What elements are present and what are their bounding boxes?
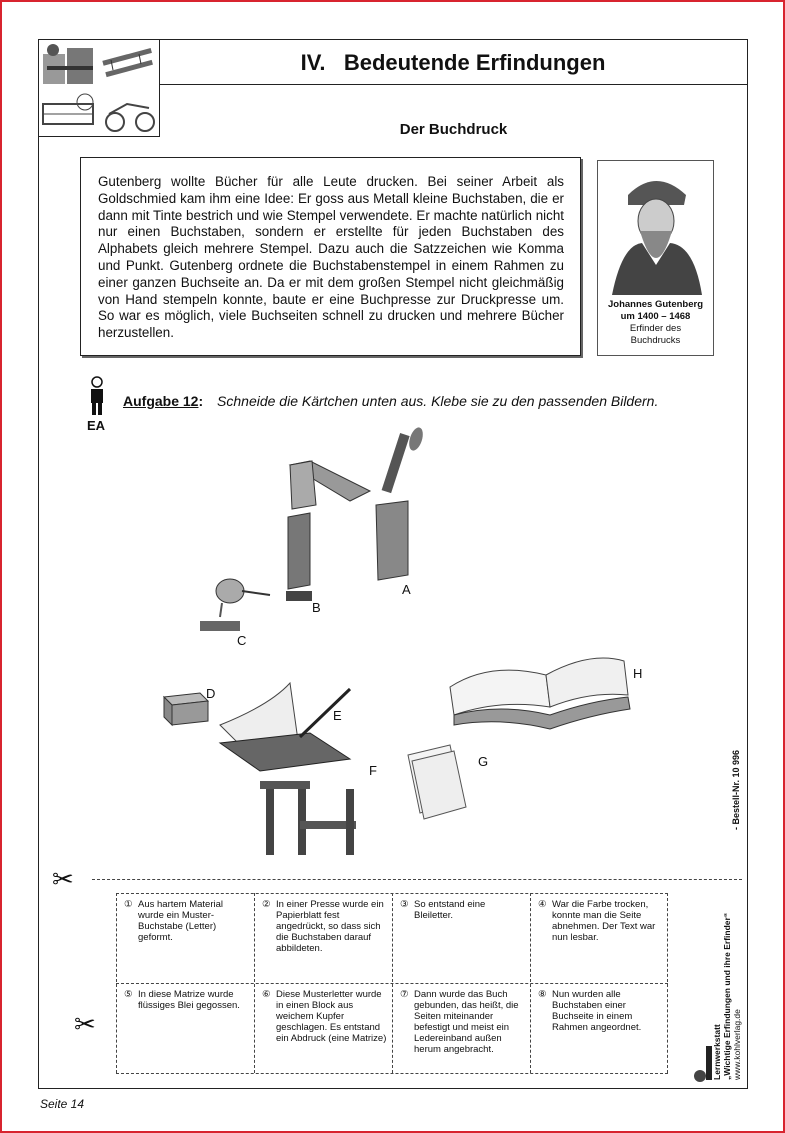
card-4[interactable] [530, 893, 668, 983]
scissors-icon: ✂ [52, 864, 74, 894]
card-number: ⑦ [400, 989, 409, 1000]
printing-steps-illustration [150, 425, 650, 865]
series-name: Lernwerkstatt [712, 1024, 722, 1080]
work-mode-label: EA [87, 418, 106, 433]
portrait-years: um 1400 – 1468 [620, 311, 691, 322]
section-title: Der Buchdruck [399, 121, 508, 138]
card-text: Dann wurde das Buch gebunden, das heißt, die Seiten miteinander befestigt und meist ein Ledereinband außen herum angebracht. [414, 989, 519, 1055]
card-text: So entstand eine Bleiletter. [414, 899, 486, 921]
card-3[interactable] [392, 893, 530, 983]
cut-line [92, 879, 742, 880]
page-number: Seite 14 [40, 1097, 85, 1111]
book-title: „Wichtige Erfindungen und ihre Erfinder“ [722, 912, 732, 1080]
card-7[interactable] [392, 983, 530, 1073]
card-text: In einer Presse wurde ein Papierblatt fest angedrückt, so dass sich die Buchstaben darauf abbildeten. [276, 899, 384, 954]
figure-label-b: B [312, 600, 321, 615]
card-2[interactable] [254, 893, 392, 983]
task-instruction: Schneide die Kärtchen unten aus. Klebe sie zu den passenden Bildern. [217, 393, 659, 409]
card-1[interactable] [116, 893, 254, 983]
gutenberg-portrait [602, 165, 709, 295]
card-6[interactable] [254, 983, 392, 1073]
card-number: ④ [538, 899, 547, 910]
portrait-role-line2: Buchdrucks [630, 335, 681, 346]
airplane-icon [99, 40, 159, 88]
card-text: In diese Matrize wurde flüssiges Blei gegossen. [138, 989, 240, 1011]
card-text: Diese Musterletter wurde in einen Block aus weichem Kupfer geschlagen. Es entstand ein Abdruck (eine Matrize) [276, 989, 387, 1044]
task-line [123, 393, 658, 409]
header-title-box [159, 39, 748, 85]
figure-label-g: G [478, 754, 489, 769]
info-text-box [80, 157, 581, 356]
paper-stack-figure [408, 745, 466, 819]
card-number: ⑧ [538, 989, 547, 1000]
card-text: War die Farbe trocken, konnte man die Seite abnehmen. Der Text war nun lesbar. [552, 899, 656, 943]
card-number: ② [262, 899, 271, 910]
single-work-person-icon [84, 375, 110, 417]
letter-stamp-figure [376, 426, 425, 580]
open-book-figure [450, 658, 630, 729]
card-number: ③ [400, 899, 409, 910]
portrait-name: Johannes Gutenberg [607, 299, 703, 310]
order-dash: - [731, 827, 741, 830]
order-number-text: Bestell-Nr. 10 996 [731, 749, 741, 825]
publisher-url: www.kohlverlag.de [732, 1009, 742, 1080]
wooden-press-figure [260, 781, 356, 855]
card-5[interactable] [116, 983, 254, 1073]
copper-block-figure [164, 693, 208, 725]
card-text: Nun wurden alle Buchstaben einer Buchseite in einem Rahmen angeordnet. [552, 989, 642, 1033]
hammer-punch-figure [286, 461, 370, 601]
info-text: Gutenberg wollte Bücher für alle Leute drucken. Bei seiner Arbeit als Goldschmied kam ihm eine Idee: Er goss aus Metall kleine Buchstaben, die er dann mit Tinte bestrich und wie Stempel verwendete. Er machte natürlich nicht nur einen Buchstaben, sondern er erstellte für jeden Buchstaben des Alphabets gleich mehrere Stempel. Dazu auch die Satzzeichen wie Komma und Punkt. Gutenberg ordnete die Buchstabenstempel in einem Rahmen zu einer ganzen Buchseite an. Da er mit dem großen Stempel nicht gleichmäßig von Hand stempeln konnte, baute er eine Buchpresse zur Druckpresse um. So war es möglich, viele Buchseiten schnell zu drucken und mehrere Bücher herzustellen. [98, 174, 564, 341]
card-8[interactable] [530, 983, 668, 1073]
figure-label-a: A [402, 582, 411, 597]
type-frame-figure [220, 683, 350, 771]
order-number [731, 750, 741, 830]
portrait-role-line1: Erfinder des [629, 323, 682, 334]
publisher-logo-icon [692, 1038, 714, 1084]
pouring-ladle-figure [200, 579, 270, 631]
figure-label-f: F [369, 763, 377, 778]
task-colon: : [198, 393, 204, 409]
task-label: Aufgabe 12 [123, 393, 199, 409]
car-icon [99, 88, 159, 136]
scissors-icon: ✂ [74, 1009, 96, 1039]
header-icon-grid [38, 39, 160, 137]
card-number: ① [124, 899, 133, 910]
figure-label-h: H [633, 666, 643, 681]
figure-label-d: D [206, 686, 216, 701]
cut-out-cards [116, 893, 668, 1073]
card-border [116, 1073, 668, 1074]
figure-label-c: C [237, 633, 247, 648]
printing-press-icon [39, 40, 99, 88]
page-title: IV. Bedeutende Erfindungen [300, 50, 606, 75]
loom-icon [39, 88, 99, 136]
figure-label-e: E [333, 708, 342, 723]
card-text: Aus hartem Material wurde ein Muster-Buchstabe (Letter) geformt. [138, 899, 224, 943]
portrait-card [597, 160, 714, 356]
card-number: ⑤ [124, 989, 133, 1000]
card-number: ⑥ [262, 989, 271, 1000]
